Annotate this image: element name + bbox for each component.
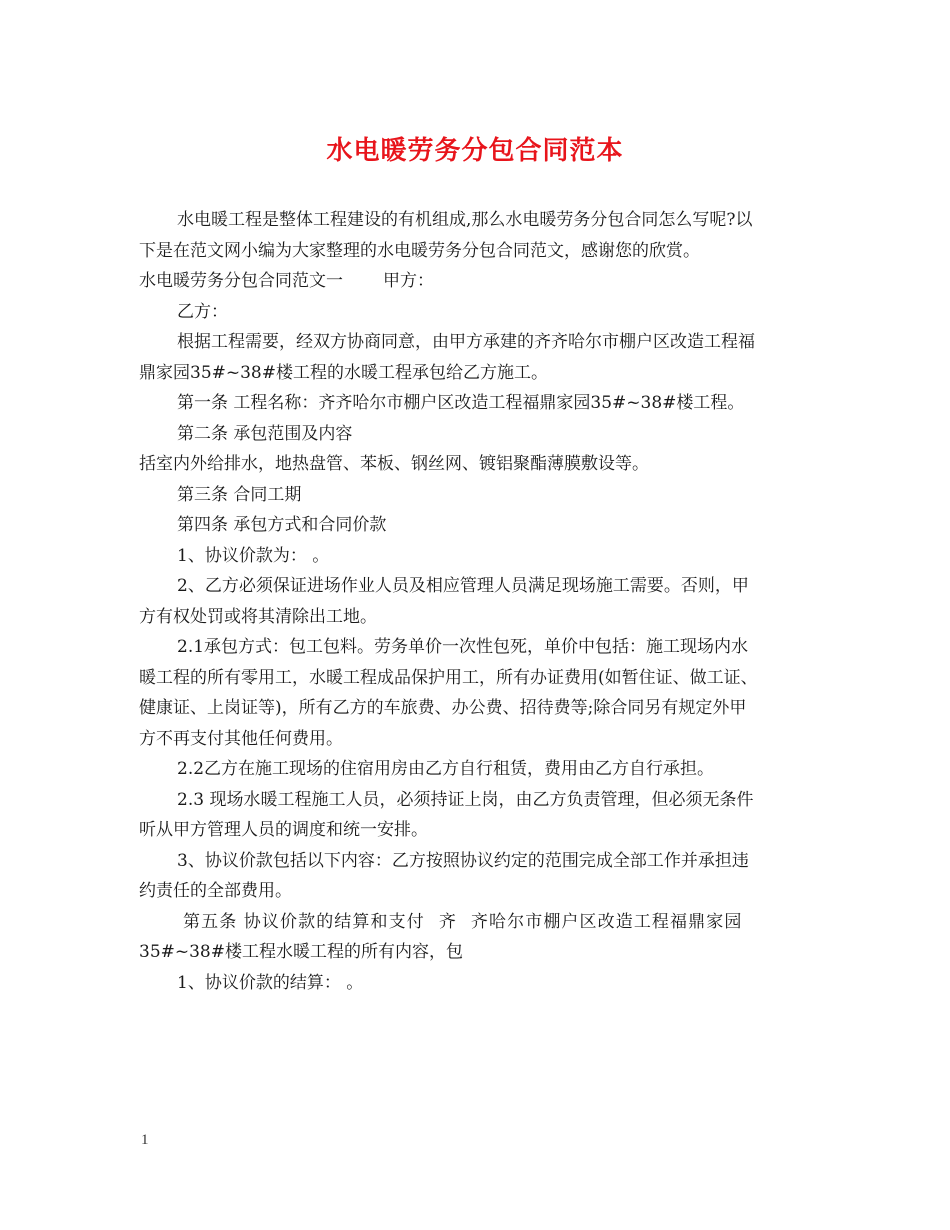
article-1: 第一条 工程名称：齐齐哈尔市棚户区改造工程福鼎家园35#~38#楼工程。 [177,393,745,413]
article-4-heading: 第四条 承包方式和合同价款 [177,515,387,535]
item-2-1-line-3: 健康证、上岗证等)，所有乙方的车旅费、办公费、招待费等;除合同另有规定外甲 [139,698,747,718]
article-2-heading: 第二条 承包范围及内容 [177,423,353,444]
article-5-continuation: 齐哈尔市棚户区改造工程福鼎家园 [470,911,743,932]
article-2-text: 括室内外给排水，地热盘管、苯板、钢丝网、镀铝聚酯薄膜敷设等。 [139,454,649,474]
paragraph-1-line-1: 根据工程需要，经双方协商同意，由甲方承建的齐齐哈尔市棚户区改造工程福 [177,332,755,352]
page-number: 1 [141,1132,149,1148]
item-2-1-line-1: 2.1承包方式：包工包料。劳务单价一次性包死，单价中包括：施工现场内水 [177,637,749,657]
document-body [139,205,819,998]
section-title: 水电暖劳务分包合同范文一 [139,271,343,291]
article-5-heading: 第五条 协议价款的结算和支付 [183,911,425,932]
item-3-line-1: 3、协议价款包括以下内容：乙方按照协议约定的范围完成全部工作并承担违 [177,850,749,871]
document-title: 水电暖劳务分包合同范本 [326,136,624,166]
party-b-label: 乙方： [177,301,228,322]
item-2-3-line-2: 听从甲方管理人员的调度和统一安排。 [139,820,428,840]
item-3-line-2: 约责任的全部费用。 [139,881,292,901]
item-2-line-1: 2、乙方必须保证进场作业人员及相应管理人员满足现场施工需要。否则，甲 [177,576,749,596]
item-2-2: 2.2乙方在施工现场的住宿用房由乙方自行租赁，费用由乙方自行承担。 [177,759,715,779]
article-5-line-2: 35#~38#楼工程水暖工程的所有内容，包 [139,942,463,962]
item-2-1-line-4: 方不再支付其他任何费用。 [139,728,343,749]
article-5-fragment: 齐 [438,911,457,932]
intro-line-1: 水电暖工程是整体工程建设的有机组成,那么水电暖劳务分包合同怎么写呢?以 [177,210,753,230]
item-2-1-line-2: 暖工程的所有零用工，水暖工程成品保护用工，所有办证费用(如暂住证、做工证、 [139,667,758,688]
article-5-line-1 [139,907,819,938]
party-a-label: 甲方： [383,271,434,291]
article-5-item-1: 1、协议价款的结算： 。 [177,972,364,993]
paragraph-1-line-2: 鼎家园35#~38#楼工程的水暖工程承包给乙方施工。 [139,362,548,383]
section-heading-line [139,266,819,297]
intro-line-2: 下是在范文网小编为大家整理的水电暖劳务分包合同范文，感谢您的欣赏。 [139,240,700,261]
item-2-3-line-1: 2.3 现场水暖工程施工人员，必须持证上岗，由乙方负责管理，但必须无条件 [177,789,754,810]
item-2-line-2: 方有权处罚或将其清除出工地。 [139,606,377,627]
article-3-heading: 第三条 合同工期 [177,484,302,505]
item-1: 1、协议价款为： 。 [177,545,330,566]
